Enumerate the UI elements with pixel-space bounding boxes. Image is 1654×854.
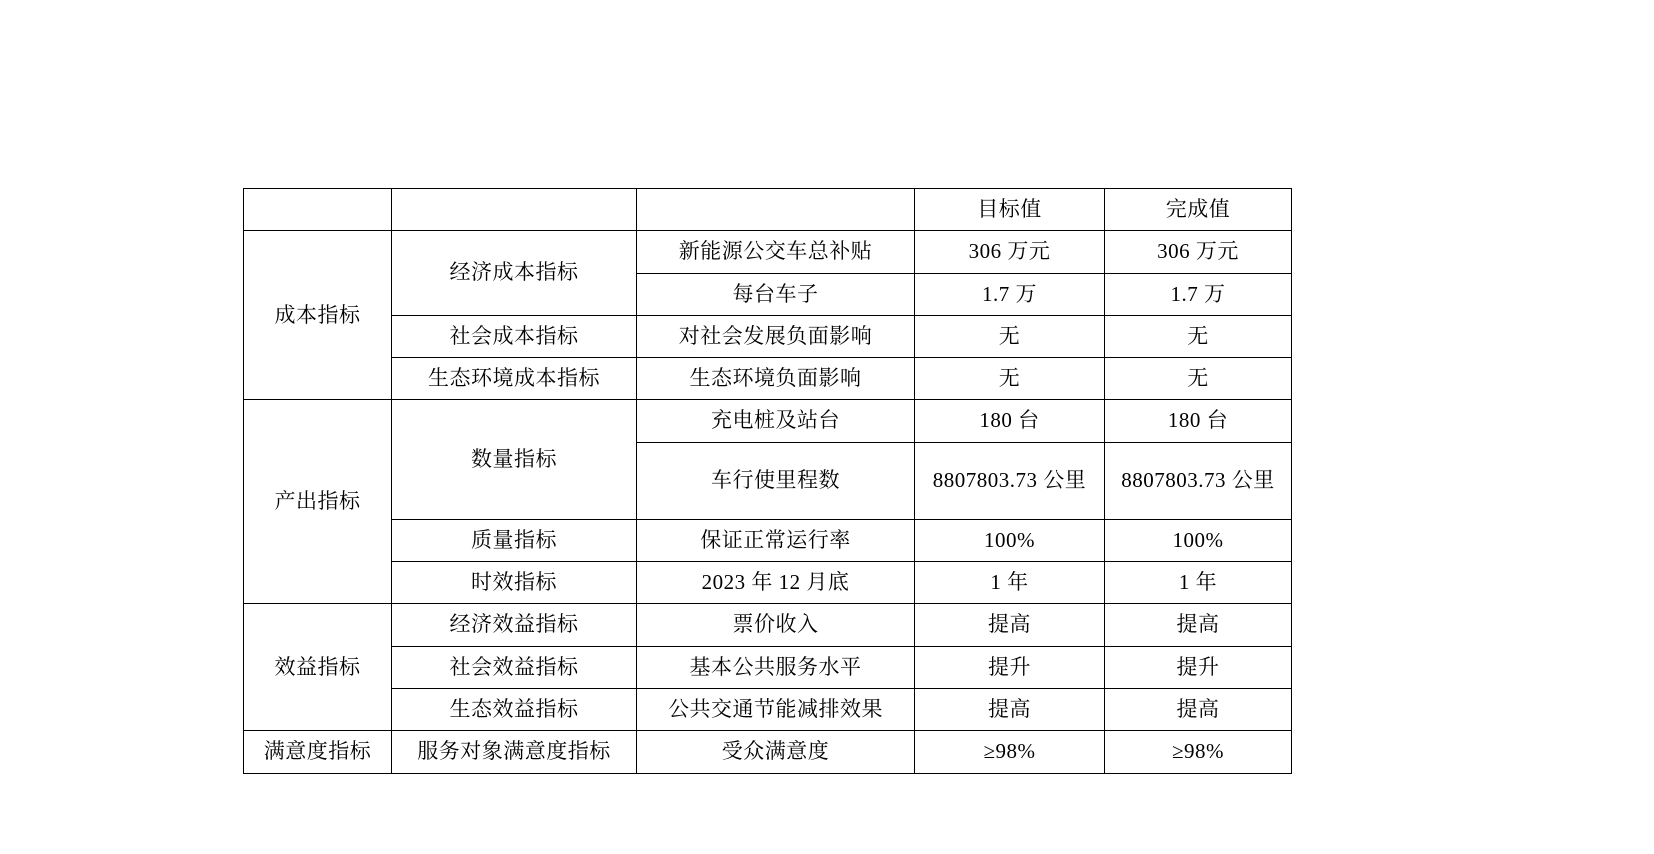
- actual-cell: 无: [1105, 358, 1292, 400]
- item-cell: 每台车子: [637, 273, 915, 315]
- table-row: [244, 231, 1292, 273]
- table-row: [244, 731, 1292, 773]
- target-cell: 1 年: [915, 562, 1105, 604]
- item-cell: 2023 年 12 月底: [637, 562, 915, 604]
- actual-cell: 提高: [1105, 688, 1292, 730]
- actual-cell: 提高: [1105, 604, 1292, 646]
- target-cell: 无: [915, 315, 1105, 357]
- sub-cell: 数量指标: [392, 400, 637, 519]
- actual-cell: ≥98%: [1105, 731, 1292, 773]
- table-row: [244, 358, 1292, 400]
- item-cell: 充电桩及站台: [637, 400, 915, 442]
- item-cell: 生态环境负面影响: [637, 358, 915, 400]
- actual-cell: 提升: [1105, 646, 1292, 688]
- sub-cell: 经济成本指标: [392, 231, 637, 316]
- item-cell: 对社会发展负面影响: [637, 315, 915, 357]
- header-blank-3: [637, 189, 915, 231]
- item-cell: 票价收入: [637, 604, 915, 646]
- table-row: [244, 646, 1292, 688]
- target-cell: 提升: [915, 646, 1105, 688]
- indicator-table: [243, 188, 1292, 774]
- item-cell: 公共交通节能减排效果: [637, 688, 915, 730]
- item-cell: 新能源公交车总补贴: [637, 231, 915, 273]
- sub-cell: 生态环境成本指标: [392, 358, 637, 400]
- target-cell: 180 台: [915, 400, 1105, 442]
- target-cell: 1.7 万: [915, 273, 1105, 315]
- item-cell: 保证正常运行率: [637, 519, 915, 561]
- target-cell: 100%: [915, 519, 1105, 561]
- item-cell: 车行使里程数: [637, 442, 915, 519]
- target-cell: 提高: [915, 604, 1105, 646]
- header-actual-value: 完成值: [1105, 189, 1292, 231]
- target-cell: 8807803.73 公里: [915, 442, 1105, 519]
- actual-cell: 306 万元: [1105, 231, 1292, 273]
- item-cell: 基本公共服务水平: [637, 646, 915, 688]
- table-row: [244, 400, 1292, 442]
- sub-cell: 质量指标: [392, 519, 637, 561]
- table-row: [244, 604, 1292, 646]
- header-blank-1: [244, 189, 392, 231]
- table-row: [244, 562, 1292, 604]
- sub-cell: 生态效益指标: [392, 688, 637, 730]
- sub-cell: 社会成本指标: [392, 315, 637, 357]
- actual-cell: 无: [1105, 315, 1292, 357]
- table-row: [244, 688, 1292, 730]
- sub-cell: 经济效益指标: [392, 604, 637, 646]
- target-cell: 提高: [915, 688, 1105, 730]
- sub-cell: 服务对象满意度指标: [392, 731, 637, 773]
- table-header-row: [244, 189, 1292, 231]
- group-cell: 满意度指标: [244, 731, 392, 773]
- table-row: [244, 519, 1292, 561]
- target-cell: ≥98%: [915, 731, 1105, 773]
- actual-cell: 100%: [1105, 519, 1292, 561]
- group-cell: 效益指标: [244, 604, 392, 731]
- sub-cell: 社会效益指标: [392, 646, 637, 688]
- actual-cell: 8807803.73 公里: [1105, 442, 1292, 519]
- actual-cell: 1.7 万: [1105, 273, 1292, 315]
- table-row: [244, 315, 1292, 357]
- actual-cell: 180 台: [1105, 400, 1292, 442]
- group-cell: 产出指标: [244, 400, 392, 604]
- item-cell: 受众满意度: [637, 731, 915, 773]
- group-cell: 成本指标: [244, 231, 392, 400]
- target-cell: 306 万元: [915, 231, 1105, 273]
- sub-cell: 时效指标: [392, 562, 637, 604]
- header-blank-2: [392, 189, 637, 231]
- indicator-table-wrapper: [243, 188, 1291, 774]
- target-cell: 无: [915, 358, 1105, 400]
- actual-cell: 1 年: [1105, 562, 1292, 604]
- header-target-value: 目标值: [915, 189, 1105, 231]
